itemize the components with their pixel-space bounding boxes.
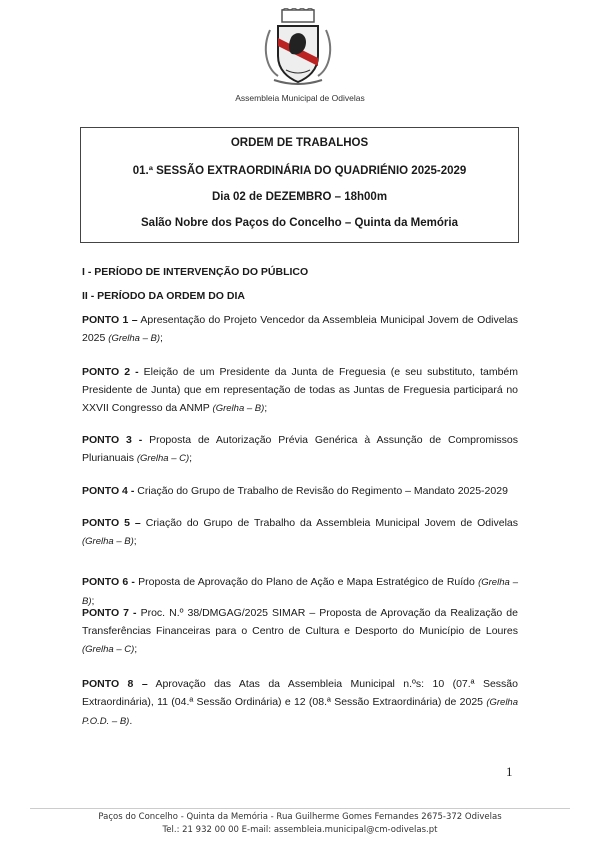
point-end: ;: [134, 643, 138, 655]
point-reference: (Grelha – B): [82, 536, 134, 547]
point-text: Proposta de Autorização Prévia Genérica à Assunção de Compromissos Plurianuais: [82, 434, 518, 464]
agenda-point: [82, 514, 518, 551]
point-label: PONTO 2 -: [82, 366, 139, 378]
point-text: Proc. N.º 38/DMGAG/2025 SIMAR – Proposta de Aprovação da Realização de Transferências Financeiras para o Centro de Cultura e Desporto do Município de Loures: [82, 607, 518, 637]
point-end: ;: [160, 332, 163, 344]
point-end: ;: [91, 595, 95, 607]
document-title: ORDEM DE TRABALHOS: [230, 137, 369, 149]
point-end: ;: [264, 402, 268, 414]
point-label: PONTO 8 –: [82, 678, 148, 690]
session-date: Dia 02 de DEZEMBRO – 18h00m: [211, 191, 388, 203]
section-heading: I - PERÍODO DE INTERVENÇÃO DO PÚBLICO: [82, 266, 309, 278]
agenda-point: [82, 431, 518, 468]
point-reference: (Grelha P.O.D. – B): [82, 697, 518, 727]
footer-address: Paços do Concelho - Quinta da Memória - Rua Guilherme Gomes Fernandes 2675-372 Odivelas: [98, 812, 502, 822]
agenda-point: [82, 363, 518, 418]
point-text: Criação do Grupo de Trabalho da Assembleia Municipal Jovem de Odivelas: [140, 517, 518, 529]
agenda-header-box: [80, 127, 519, 243]
point-text: Apresentação do Projeto Vencedor da Assembleia Municipal Jovem de Odivelas 2025: [82, 314, 518, 344]
point-end: ;: [133, 535, 137, 547]
footer-contact: Tel.: 21 932 00 00 E-mail: assembleia.municipal@cm-odivelas.pt: [162, 825, 438, 835]
point-label: PONTO 7 -: [82, 607, 137, 619]
agenda-point: [82, 604, 518, 659]
footer-divider: [30, 808, 570, 809]
point-text: Criação do Grupo de Trabalho de Revisão do Regimento – Mandato 2025-2029: [134, 485, 508, 497]
point-text: Aprovação das Atas da Assembleia Municipal n.ºs: 10 (07.ª Sessão Extraordinária), 11 (04.ª Sessão Ordinária) e 12 (08.ª Sessão Extraordinária) de 2025: [82, 678, 518, 708]
point-reference: (Grelha – B): [212, 403, 265, 414]
point-reference: (Grelha – C): [136, 453, 190, 464]
agenda-point: [82, 675, 518, 731]
point-label: PONTO 4 -: [82, 485, 135, 497]
point-label: PONTO 6 -: [82, 576, 135, 588]
point-text: Eleição de um Presidente da Junta de Freguesia (e seu substituto, também Presidente de Junta) que em representação de todas as Juntas de Freguesia participará no XXVII Congresso da ANMP: [82, 366, 518, 414]
point-reference: (Grelha – B): [108, 333, 161, 344]
session-location: Salão Nobre dos Paços do Concelho – Quinta da Memória: [141, 217, 458, 229]
section-heading: II - PERÍODO DA ORDEM DO DIA: [82, 290, 245, 302]
page-number: 1: [506, 764, 513, 779]
organization-name: Assembleia Municipal de Odivelas: [235, 93, 365, 103]
agenda-point: [82, 482, 518, 501]
point-end: .: [129, 715, 133, 727]
point-end: ;: [189, 452, 193, 464]
session-title: 01.ª SESSÃO EXTRAORDINÁRIA DO QUADRIÉNIO 2025-2029: [132, 165, 467, 177]
point-label: PONTO 1 –: [82, 314, 138, 326]
point-text: Proposta de Aprovação do Plano de Ação e Mapa Estratégico de Ruído: [134, 576, 479, 588]
point-reference: (Grelha – C): [82, 644, 135, 655]
coat-of-arms-logo: [262, 8, 334, 90]
agenda-point: [82, 311, 518, 348]
point-label: PONTO 5 –: [82, 517, 141, 529]
point-reference: (Grelha – B): [82, 577, 518, 607]
point-label: PONTO 3 -: [82, 434, 143, 446]
